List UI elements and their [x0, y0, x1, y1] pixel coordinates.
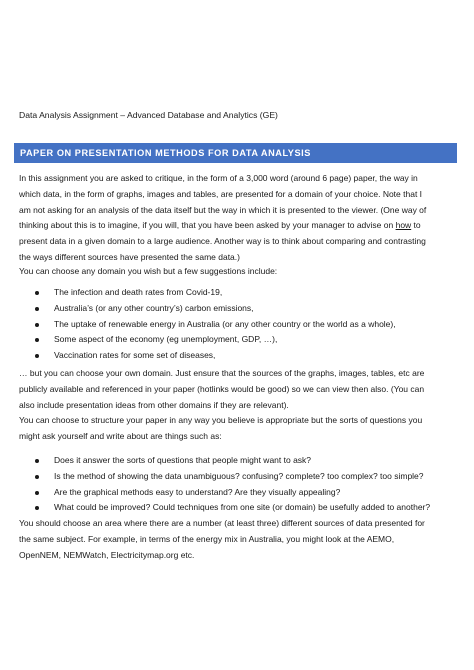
paragraph-line: You can choose any domain you wish but a few suggestions include: — [19, 266, 278, 276]
bullet-icon — [35, 354, 39, 358]
paragraph-line: am not asking for an analysis of the data itself but the way in which it is presented to the viewer. (One way of — [19, 204, 427, 215]
list-item-text: Vaccination rates for some set of diseases, — [54, 350, 216, 361]
paragraph-line: You should choose an area where there are a number (at least three) different sources of data presented for — [19, 518, 425, 528]
paragraph-line: the ways different sources have presented the same data.) — [19, 251, 240, 262]
section-banner — [14, 143, 457, 163]
paragraph-line: In this assignment you are asked to critique, in the form of a 3,000 word (around 6 page) paper, the way in — [19, 173, 418, 183]
list-item — [19, 301, 459, 317]
paragraph-line: … but you can choose your own domain. Just ensure that the sources of the graphs, images, tables, etc are — [19, 368, 425, 378]
list-item — [19, 453, 459, 469]
bullet-icon — [35, 291, 39, 295]
list-item — [19, 348, 459, 364]
paragraph-line: might ask yourself and write about are things such as: — [19, 430, 222, 441]
list-item-text: What could be improved? Could techniques from one site (or domain) be usefully added to another? — [54, 502, 431, 513]
intro-paragraph — [19, 171, 459, 266]
domain-suggestions-list — [19, 285, 459, 364]
bullet-icon — [35, 475, 39, 479]
questions-list — [19, 453, 459, 516]
paragraph-line: present data in a given domain to a large audience. Another way is to think about comparing and contrasting — [19, 236, 426, 247]
section-heading: PAPER ON PRESENTATION METHODS FOR DATA ANALYSIS — [20, 148, 311, 158]
list-item — [19, 469, 459, 485]
list-item-text: Australia’s (or any other country’s) carbon emissions, — [54, 302, 254, 313]
paragraph-line: OpenNEM, NEMWatch, Electricitymap.org etc. — [19, 549, 195, 560]
list-item-text: Is the method of showing the data unambiguous? confusing? complete? too complex? too simple? — [54, 470, 424, 481]
list-item — [19, 285, 459, 301]
list-item — [19, 317, 459, 333]
list-item-text: Some aspect of the economy (eg unemployment, GDP, …), — [54, 334, 278, 345]
underlined-word: how — [395, 220, 412, 231]
bullet-icon — [35, 506, 39, 510]
structure-paragraph — [19, 413, 459, 445]
paragraph-text: to — [411, 220, 421, 231]
paragraph-text: thinking about this is to imagine, if you will, that you have been asked by your manager to advise on — [19, 220, 396, 231]
domains-intro — [19, 264, 459, 280]
paragraph-line: You can choose to structure your paper in any way you believe is appropriate but the sorts of questions you — [19, 415, 423, 425]
own-domain-paragraph — [19, 366, 459, 413]
list-item-text: The uptake of renewable energy in Australia (or any other country or the world as a whole), — [54, 318, 396, 329]
paragraph-line — [19, 218, 459, 234]
list-item-text: The infection and death rates from Covid-19, — [54, 287, 223, 297]
document-title: Data Analysis Assignment – Advanced Database and Analytics (GE) — [19, 110, 278, 120]
list-item — [19, 485, 459, 501]
bullet-icon — [35, 323, 39, 327]
list-item — [19, 500, 459, 516]
paragraph-line: publicly available and referenced in your paper (hotlinks would be good) so we can view then also. (You can — [19, 383, 425, 394]
bullet-icon — [35, 338, 39, 342]
list-item-text: Are the graphical methods easy to understand? Are they visually appealing? — [54, 486, 341, 497]
bullet-icon — [35, 491, 39, 495]
bullet-icon — [35, 307, 39, 311]
list-item-text: Does it answer the sorts of questions that people might want to ask? — [54, 455, 312, 465]
bullet-icon — [35, 459, 39, 463]
list-item — [19, 332, 459, 348]
paragraph-line: the same subject. For example, in terms of the energy mix in Australia, you might look at the AEMO, — [19, 533, 395, 544]
closing-paragraph — [19, 516, 459, 563]
paragraph-line: also include presentation ideas from other domains if they are relevant). — [19, 399, 289, 410]
paragraph-line: which data, in the form of graphs, images and tables, are presented for a domain of your choice. Note that I — [19, 188, 423, 199]
